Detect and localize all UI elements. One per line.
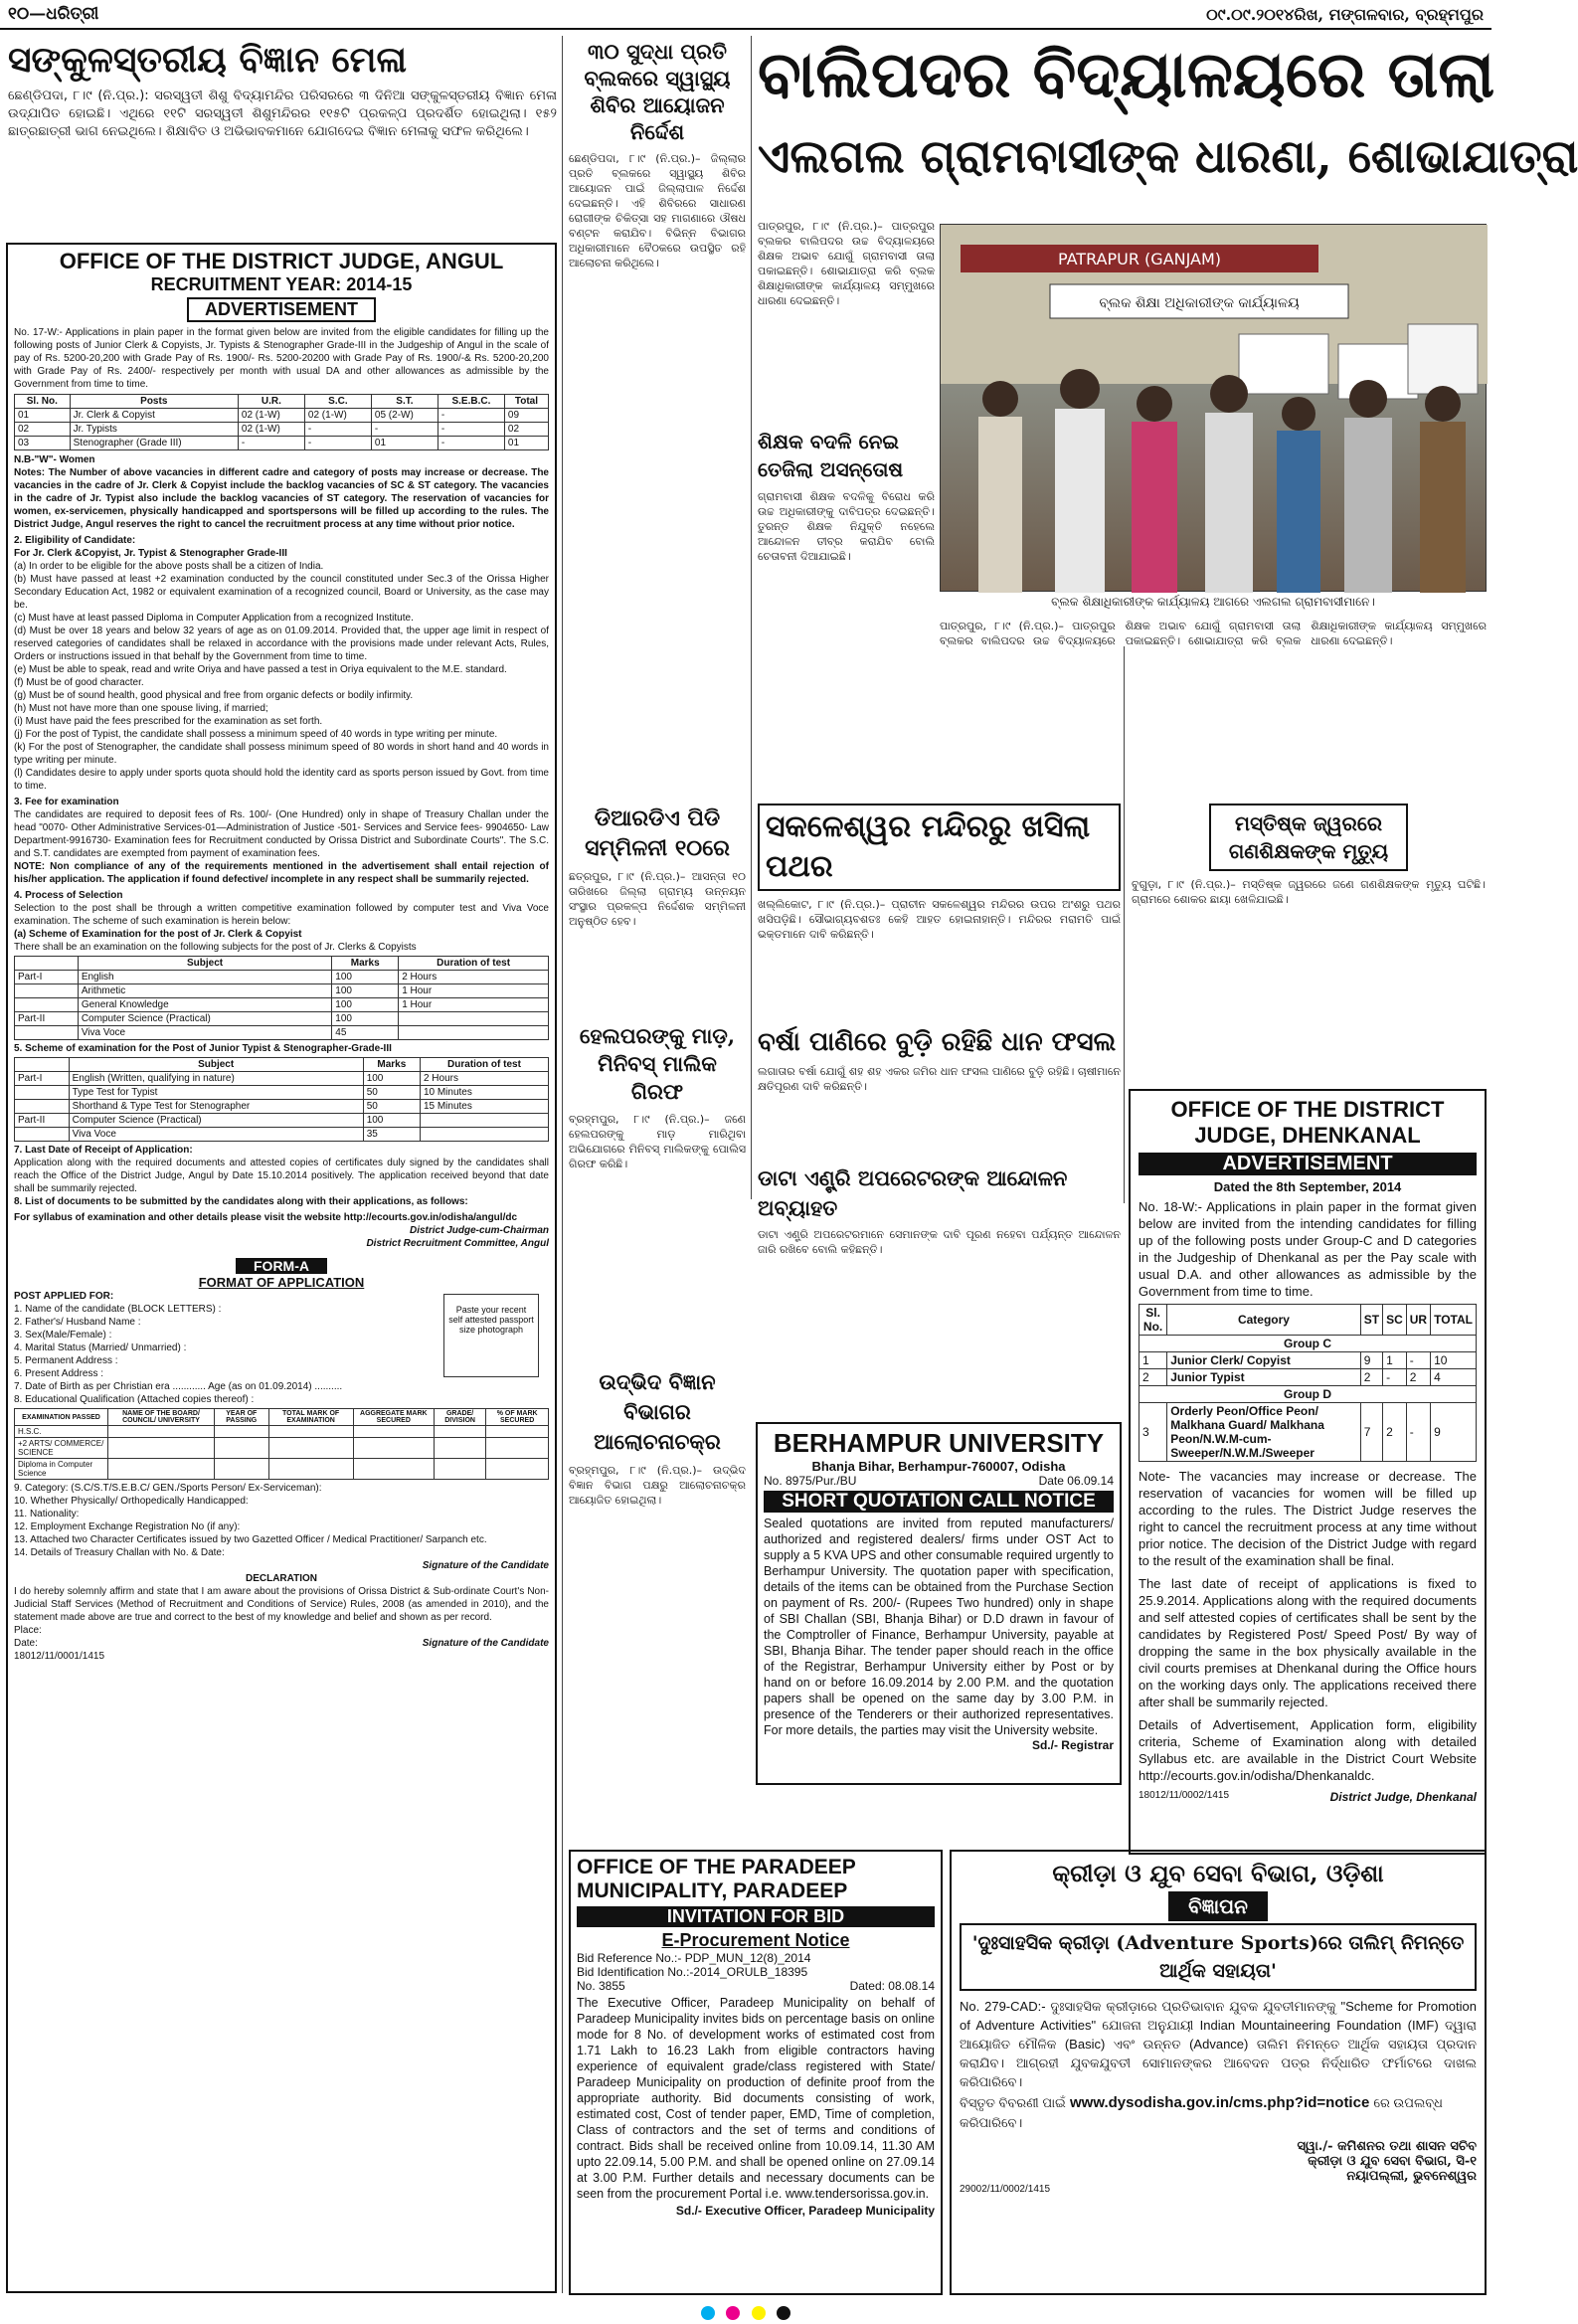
- col-header: Sl. No.: [15, 395, 71, 409]
- ad-dated: Dated the 8th September, 2014: [1213, 1179, 1402, 1194]
- ad-intro: No. 17-W:- Applications in plain paper in the format given below are invited from the eligible candidates for filling up the following posts of Junior Clerk & Copyists, Jr. Typists & Stenographer Grade-III in the Judgeship of Angul in the scale of pay of Rs. 5200-20,200 with Grade Pay of Rs. 1900/- Rs. 5200-20200 with Grade Pay of Rs. 1900/-& Rs. 5200-20,200 with Grade Pay of Rs. 2400/- respectively per month with usual DA and other allowances as admissible by the Government from time to time.: [14, 327, 549, 390]
- table-row: 3 Orderly Peon/Office Peon/ Malkhana Guard/ Malkhana Peon/N.W.M-cum-Sweeper/N.W.M./Sweeper 7 2 - 9: [1140, 1403, 1477, 1462]
- ad-banner: SHORT QUOTATION CALL NOTICE: [764, 1491, 1114, 1513]
- story-paddy: [758, 1024, 1121, 1173]
- table-row: Viva Voce 35: [15, 1128, 549, 1142]
- story-body: ଛେଣ୍ଡିପଦା, ୮।୯ (ନି.ପ୍ର.)– ଜିଲ୍ଲାର ପ୍ରତି ବ୍ଲକରେ ସ୍ୱାସ୍ଥ୍ୟ ଶିବିର ଆୟୋଜନ ପାଇଁ ଜିଲ୍ଲାପାଳ ନିର୍ଦ୍ଦେଶ ଦେଇଛନ୍ତି। ଏହି ଶିବିରରେ ସାଧାରଣ ରୋଗୀଙ୍କ ଚିକିତ୍ସା ସହ ମାଗଣାରେ ଔଷଧ ବଣ୍ଟନ କରାଯିବ। ବିଭିନ୍ନ ବିଭାଗର ଅଧିକାରୀମାନେ ବୈଠକରେ ଉପସ୍ଥିତ ରହି ଆଲୋଚନା କରିଥିଲେ।: [569, 152, 746, 269]
- cyan-dot: [701, 2306, 715, 2320]
- story-body: ବୁଗୁଡ଼ା, ୮।୯ (ନି.ପ୍ର.)– ମସ୍ତିଷ୍କ ଜ୍ୱରରେ ଜଣେ ଗଣଶିକ୍ଷକଙ୍କ ମୃତ୍ୟୁ ଘଟିଛି। ଗ୍ରାମରେ ଶୋକର ଛାୟା ଖେଳିଯାଇଛି।: [1132, 878, 1486, 906]
- ad-title: OFFICE OF THE PARADEEP MUNICIPALITY, PARADEEP: [577, 1856, 856, 1902]
- ad-body: Sealed quotations are invited from reputed manufacturers/ authorized and registered dealers/ firms under OST Act to supply a 5 KVA UPS and other consumable required urgently to Berhampur University. The quotation paper with specification, details of the items can be obtained from the Purchase Section on payment of Rs. 200/- (Rupees Two hundred) only in shape of SBI Challan (SBI, Bhanja Bihar) or D.D drawn in favour of the Comptroller of Finance, Berhampur University, payable at SBI, Bhanja Bihar. The tender paper should reach in the office of the Registrar, Berhampur University either by Post or by hand on or before 16.09.2014 by 2.00 P.M. and the quotation papers shall be opened on the same day by 3.00 P.M. in presence of the Tenderers or their authorized representatives. For more details, the parties may visit the University website.: [764, 1517, 1114, 1737]
- story-botany: [569, 1367, 746, 1810]
- ad-title: OFFICE OF THE DISTRICT JUDGE, DHENKANAL: [1170, 1097, 1445, 1148]
- story-teacher-transfer: [758, 428, 935, 676]
- last-date-title: 7. Last Date of Receipt of Application:: [14, 1145, 193, 1156]
- story-body: ଗ୍ରାମବାସୀ ଶିକ୍ଷକ ବଦଳିକୁ ବିରୋଧ କରି ଉଚ୍ଚ ଅଧିକାରୀଙ୍କୁ ଦାବିପତ୍ର ଦେଇଛନ୍ତି। ତୁରନ୍ତ ଶିକ୍ଷକ ନିଯୁକ୍ତି ନହେଲେ ଆନ୍ଦୋଳନ ତୀବ୍ର କରାଯିବ ବୋଲି ଚେତାବନୀ ଦିଆଯାଇଛି।: [758, 490, 935, 563]
- form-field: 12. Employment Exchange Registration No (if any):: [14, 1521, 241, 1532]
- main-subheadline: ଏଲଗଲ ଗ୍ରାମବାସୀଙ୍କ ଧାରଣା, ଶୋଭାଯାତ୍ରା: [758, 129, 1578, 183]
- story-headline: ସକଳେଶ୍ୱର ମନ୍ଦିରରୁ ଖସିଲା ପଥର: [758, 804, 1121, 891]
- ad-signatory: Sd./- Registrar: [1031, 1738, 1114, 1752]
- table-row: 02 Jr. Typists 02 (1-W) - - - 02: [15, 423, 549, 437]
- table-row: H.S.C.: [15, 1426, 549, 1438]
- dhenkanal-advertisement: [1129, 1089, 1487, 1855]
- table-row: Part-II Computer Science (Practical) 100: [15, 1114, 549, 1128]
- list-item: (f) Must be of good character.: [14, 677, 144, 688]
- main-headline: ବାଲିପଦର ବିଦ୍ୟାଳୟରେ ତାଲା: [758, 38, 1495, 112]
- form-field: 11. Nationality:: [14, 1509, 80, 1520]
- story-temple: [758, 804, 1121, 1027]
- list-item: (d) Must be over 18 years and below 32 years of age as on 01.09.2014. Provided that, the upper age limit in respect of reserved categories of candidates shall be relaxed in accordance with the provisions made under relevant Acts, Rules, Orders or instructions issued in that behalf by the Government from time to time.: [14, 626, 549, 662]
- ad-note: Note- The vacancies may increase or decrease. The reservation of vacancies for women will be filled up according to the rules. The District Judge reserves the right to cancel the recruitment process at any time without prior notice. The decision of the District Judge with regard to the result of the examination shall be final.: [1139, 1469, 1477, 1568]
- col-header: S.E.B.C.: [438, 395, 504, 409]
- story-headline: ବର୍ଷା ପାଣିରେ ବୁଡ଼ି ରହିଛି ଧାନ ଫସଲ: [758, 1027, 1117, 1057]
- paradeep-municipality-advertisement: [569, 1850, 943, 2295]
- list-item: (b) Must have passed at least +2 examination conducted by the council constituted under Sec.3 of the Orissa Higher Secondary Education Act, 1982 or equivalent examination of a recognized council, Board or University, as the case may be.: [14, 574, 549, 611]
- ad-title: କ୍ରୀଡ଼ା ଓ ଯୁବ ସେବା ବିଭାଗ, ଓଡ଼ିଶା: [1052, 1859, 1384, 1887]
- photo-banner-text: PATRAPUR (GANJAM): [1057, 250, 1222, 268]
- post-applied: POST APPLIED FOR:: [14, 1291, 114, 1302]
- fee-text: The candidates are required to deposit fees of Rs. 100/- (One Hundred) only in shape of Treasury Challan under the head "0070- Other Administrative Services-01—Administration of Justice -501- Services and Service fees- 9904650- Law Department-9916730- Examination fees for Recruitment conducted by Orissa District and Subordinate Courts". The S.C. and S.T. candidates are exempted from payment of examination fees.: [14, 809, 549, 859]
- story-body: ବ୍ରହ୍ମପୁର, ୮।୯ (ନି.ପ୍ର.)– ଉଦ୍ଭିଦ ବିଜ୍ଞାନ ବିଭାଗ ପକ୍ଷରୁ ଆଲୋଚନାଚକ୍ର ଆୟୋଜିତ ହୋଇଥିଲା।: [569, 1464, 746, 1507]
- table-row: Type Test for Typist 50 10 Minutes: [15, 1086, 549, 1100]
- table-row: 03 Stenographer (Grade III) - - 01 - 01: [15, 437, 549, 450]
- ad-signatory: District Judge, Dhenkanal: [1329, 1790, 1477, 1804]
- ad-date: Date 06.09.14: [1038, 1474, 1114, 1488]
- education-table: EXAMINATION PASSED NAME OF THE BOARD/ COUNCIL/ UNIVERSITY YEAR OF PASSING TOTAL MARK OF EXAMINATION AGGREGATE MARK SECURED GRADE/ DIVISION % OF MARK SECURED H.S.C. +2 ARTS/ COMMERCE/ SCIENCE Diploma in Computer Science: [14, 1408, 549, 1480]
- story-body: ଖଲ୍ଲିକୋଟ, ୮।୯ (ନି.ପ୍ର.)– ପ୍ରାଚୀନ ସକଳେଶ୍ୱର ମନ୍ଦିରର ଉପର ଅଂଶରୁ ପଥର ଖସିପଡ଼ିଛି। ସୌଭାଗ୍ୟବଶତଃ କେହି ଆହତ ହୋଇନାହାନ୍ତି। ମନ୍ଦିରର ମରାମତି ପାଇଁ ଭକ୍ତମାନେ ଦାବି କରିଛନ୍ତି।: [758, 898, 1121, 941]
- table-row: 1 Junior Clerk/ Copyist 9 1 - 10: [1140, 1352, 1477, 1369]
- website-pre: ବିସ୍ତୃତ ବିବରଣୀ ପାଇଁ: [960, 2095, 1066, 2110]
- col-header: Posts: [70, 395, 238, 409]
- story-body: ଛତ୍ରପୁର, ୮।୯ (ନି.ପ୍ର.)– ଆସନ୍ତା ୧୦ ତାରିଖରେ ଜିଲ୍ଲା ଗ୍ରାମ୍ୟ ଉନ୍ନୟନ ସଂସ୍ଥାର ପ୍ରକଳ୍ପ ନିର୍ଦ୍ଦେଶକ ସମ୍ମିଳନୀ ଅନୁଷ୍ଠିତ ହେବ।: [569, 870, 746, 928]
- form-field: 9. Category: (S.C/S.T/S.E.B.C/ GEN./Sports Person/ Ex-Serviceman):: [14, 1483, 322, 1494]
- ad-banner: INVITATION FOR BID: [577, 1906, 935, 1927]
- ad-nb: N.B-"W"- Women: [14, 454, 95, 465]
- ad-signatory-place: ନୟାପଲ୍ଲୀ, ଭୁବନେଶ୍ୱର: [1346, 2169, 1477, 2184]
- last-date-text: Application along with the required documents and attested copies of certificates duly signed by the candidates shall reach the Office of the District Judge, Angul by Date 15.10.2014 positively. The application received beyond that date shall be summarily rejected.: [14, 1158, 549, 1194]
- ad-headline: 'ଦୁଃସାହସିକ କ୍ରୀଡ଼ା (Adventure Sports)ରେ ତାଲିମ୍ ନିମନ୍ତେ ଆର୍ଥିକ ସହାୟତା': [960, 1923, 1477, 1991]
- form-field: 4. Marital Status (Married/ Unmarried) :: [14, 1342, 187, 1353]
- table-row: +2 ARTS/ COMMERCE/ SCIENCE: [15, 1438, 549, 1459]
- ad-para: The last date of receipt of applications is fixed to 25.9.2014. Applications along with the required documents and self attested copies of certificates shall be sent by the candidates by Registered Post/ Speed Post/ By way of dropping the same in the box physically available in the civil courts premises at Dhenkanal during the Office hours on the working days only. The applications received there after shall be summarily rejected.: [1139, 1576, 1477, 1709]
- ad-address: Bhanja Bihar, Berhampur-760007, Odisha: [811, 1459, 1066, 1474]
- note-text: NOTE: Non compliance of any of the requirements mentioned in the advertisement shall entail rejection of his/her application. The application if found defective/ incomplete in any respect shall be summarily rejected.: [14, 861, 549, 885]
- form-title: FORM-A: [236, 1258, 327, 1274]
- list-item: (j) For the post of Typist, the candidate shall possess a minimum speed of 40 words in type writing per minute.: [14, 729, 498, 740]
- list-item: (i) Must have paid the fees prescribed for the examination as set forth.: [14, 716, 323, 727]
- list-item: (h) Must not have more than one spouse living, if married;: [14, 703, 268, 714]
- photo-caption: ବ୍ଲକ ଶିକ୍ଷାଧିକାରୀଙ୍କ କାର୍ଯ୍ୟାଳୟ ଆଗରେ ଏଲଗଲ ଗ୍ରାମବାସୀମାନେ।: [1051, 595, 1375, 609]
- eligibility-title: 2. Eligibility of Candidate:: [14, 535, 136, 546]
- page-folio: ୧୦—ଧରିତ୍ରୀ: [8, 4, 99, 24]
- form-field: 6. Present Address :: [14, 1368, 104, 1379]
- ad-signatory: Sd./- Executive Officer, Paradeep Municipality: [675, 2204, 935, 2218]
- story-headline: ଡାଟା ଏଣ୍ଟ୍ରି ଅପରେଟରଙ୍କ ଆନ୍ଦୋଳନ ଅବ୍ୟାହତ: [758, 1165, 1068, 1220]
- main-story-continuation: ପାତ୍ରପୁର, ୮।୯ (ନି.ପ୍ର.)– ପାତ୍ରପୁର ବ୍ଲକର ବାଲିପଦର ଉଚ୍ଚ ବିଦ୍ୟାଳୟରେ ଶିକ୍ଷକ ଅଭାବ ଯୋଗୁଁ ଗ୍ରାମବାସୀ ତାଲା ପକାଇଛନ୍ତି। ଶୋଭାଯାତ୍ରା କରି ବ୍ଲକ ଶିକ୍ଷାଧିକାରୀଙ୍କ କାର୍ଯ୍ୟାଳୟ ସମ୍ମୁଖରେ ଧାରଣା ଦେଇଛନ୍ତି।: [940, 620, 1487, 647]
- table-row: Arithmetic 100 1 Hour: [15, 984, 549, 998]
- selection-text: Selection to the post shall be through a written competitive examination followed by computer test and Viva Voce examination. The scheme of such examination is herein below:: [14, 903, 549, 927]
- selection-title: 4. Process of Selection: [14, 890, 123, 901]
- sports-department-advertisement: [950, 1850, 1487, 2295]
- story-headline: ହେଲପରଙ୍କୁ ମାଡ଼, ମିନିବସ୍ ମାଲିକ ଗିରଫ: [579, 1023, 736, 1104]
- story-headline: ୩୦ ସୁଦ୍ଧା ପ୍ରତି ବ୍ଲକରେ ସ୍ୱାସ୍ଥ୍ୟ ଶିବିର ଆୟୋଜନ ନିର୍ଦ୍ଦେଶ: [584, 39, 731, 144]
- story-headline: ସଙ୍କୁଳସ୍ତରୀୟ ବିଜ୍ଞାନ ମେଳା: [8, 39, 408, 81]
- table-row: Part-II Computer Science (Practical) 100: [15, 1012, 549, 1026]
- form-field: 8. Educational Qualification (Attached copies thereof) :: [14, 1394, 255, 1405]
- ad-label: ADVERTISEMENT: [1139, 1153, 1477, 1175]
- docs-title: 8. List of documents to be submitted by the candidates along with their applications, as follows:: [14, 1196, 468, 1207]
- berhampur-university-advertisement: [756, 1422, 1122, 1785]
- col-header: Total: [504, 395, 548, 409]
- story-body: ଲଗାତାର ବର୍ଷା ଯୋଗୁଁ ଶହ ଶହ ଏକର ଜମିର ଧାନ ଫସଲ ପାଣିରେ ବୁଡ଼ି ରହିଛି। ଚାଷୀମାନେ କ୍ଷତିପୂରଣ ଦାବି କରିଛନ୍ତି।: [758, 1065, 1121, 1093]
- col-header: S.C.: [304, 395, 371, 409]
- story-drda: [569, 804, 746, 1012]
- signature-label: Signature of the Candidate: [422, 1560, 549, 1571]
- declaration-text: I do hereby solemnly affirm and state that I am aware about the provisions of Orissa District & Sub-ordinate Court's Non-Judicial Staff Services (Method of Recruitment and Conditions of Service) Rules, 2008 (as amended in 2010), and the statement made above are true and correct to the best of my knowledge and belief and shown as per record.: [14, 1586, 549, 1623]
- exam-table-typist: Subject Marks Duration of test Part-I English (Written, qualifying in nature) 100 2 Hours Type Test for Typist 50 10 Minutes Shorthand & Type Test for Stenographer 50 15 Minutes Part-II Computer Science (Practical) 100 Viva Voce 35: [14, 1057, 549, 1142]
- ad-ref: 18012/11/0002/1415: [1139, 1790, 1230, 1801]
- ad-subtitle: E-Procurement Notice: [661, 1930, 850, 1950]
- black-dot: [777, 2306, 790, 2320]
- story-minibus: [569, 1022, 746, 1341]
- date-label: Date:: [14, 1638, 38, 1649]
- ad-label: ବିଜ୍ଞାପନ: [1168, 1891, 1268, 1921]
- ad-body: No. 279-CAD:- ଦୁଃସାହସିକ କ୍ରୀଡ଼ାରେ ପ୍ରତିଭାବାନ ଯୁବକ ଯୁବତୀମାନଙ୍କୁ "Scheme for Promotion of Adventure Activities" ଯୋଜନା ଅନୁଯାୟୀ Indian Mountaineering Foundation (IMF) ଦ୍ୱାରା ଆୟୋଜିତ ମୌଳିକ (Basic) ଏବଂ ଉନ୍ନତ (Advance) ତାଲିମ ନିମନ୍ତେ ଆର୍ଥିକ ସହାୟତା ପ୍ରଦାନ କରାଯିବ। ଆଗ୍ରହୀ ଯୁବକଯୁବତୀ ସୋମାନଙ୍କର ଆବେଦନ ପତ୍ର ନିର୍ଦ୍ଧାରିତ ଫର୍ମାଟରେ ଦାଖଲ କରିପାରିବେ।: [960, 1999, 1477, 2089]
- form-subtitle: FORMAT OF APPLICATION: [198, 1275, 365, 1290]
- signature-label: Signature of the Candidate: [422, 1638, 549, 1649]
- scheme-a-title: (a) Scheme of Examination for the post of Jr. Clerk & Copyist: [14, 929, 302, 940]
- form-field: 2. Father's/ Husband Name :: [14, 1317, 141, 1328]
- ad-notes: Notes: The Number of above vacancies in different cadre and category of posts may increase or decrease. The vacancies in the cadre of Jr. Clerk & Copyist include the backlog vacancies of SC & ST category. The vacancies in the cadre of Jr. Typist also include the backlog vacancies of ST category. The reservation of vacancies for women, ex-servicemen, physically handicapped and sportspersons will be filled up according to the rules. The District Judge, Angul reserves the right to cancel the recruitment process at any time without prior notice.: [14, 467, 549, 530]
- ad-ref: 18012/11/0001/1415: [14, 1651, 105, 1662]
- story-science-fair: [8, 38, 557, 195]
- table-row: Part-I English (Written, qualifying in nature) 100 2 Hours: [15, 1072, 549, 1086]
- dhenkanal-vacancy-table: Sl. No. Category ST SC UR TOTAL Group C 1 Junior Clerk/ Copyist 9 1 - 10 2 Junior Typist 2 - 2 4 Group D 3 Orderly Peon/Office Peon/ Malkhana Guard/ Malkhana Peon/N.W.M-cum-Sweeper/N.W.M./Sweeper 7 2 - 9: [1139, 1304, 1477, 1462]
- form-field: 1. Name of the candidate (BLOCK LETTERS) :: [14, 1304, 222, 1315]
- list-item: (a) In order to be eligible for the above posts shall be a citizen of India.: [14, 561, 324, 572]
- bid-id: Bid Identification No.:-2014_ORULB_18395: [577, 1965, 808, 1979]
- story-body: ଛେଣ୍ଡିପଦା, ୮।୯ (ନି.ପ୍ର.): ସରସ୍ୱତୀ ଶିଶୁ ବିଦ୍ୟାମନ୍ଦିର ପରିସରରେ ୩ ଦିନିଆ ସଙ୍କୁଳସ୍ତରୀୟ ବିଜ୍ଞାନ ମେଳା ଉଦ୍‌ଯାପିତ ହୋଇଛି। ଏଥିରେ ୧୧ଟି ସରସ୍ୱତୀ ଶିଶୁମନ୍ଦିରର ୧୧୫ଟି ପ୍ରକଳ୍ପ ପ୍ରଦର୍ଶିତ ହୋଇଥିଲା। ୧୫୨ ଛାତ୍ରଛାତ୍ରୀ ଭାଗ ନେଇଥିଲେ। ଶିକ୍ଷାବିତ ଓ ଅଭିଭାବକମାନେ ଯୋଗଦେଇ ବିଜ୍ଞାନ ମେଳାକୁ ସଫଳ କରିଥିଲେ।: [8, 89, 557, 139]
- vacancy-table: [14, 394, 549, 450]
- col-header: U.R.: [238, 395, 304, 409]
- form-field: 13. Attached two Character Certificates issued by two Gazetted Officer / Medical Practitioner/ Sarpanch etc.: [14, 1534, 487, 1545]
- main-story-body: [758, 219, 935, 418]
- declaration-title: DECLARATION: [245, 1573, 318, 1584]
- ad-signatory-dept: କ୍ରୀଡ଼ା ଓ ଯୁବ ସେବା ବିଭାଗ, ସି-୧: [1308, 2154, 1477, 2169]
- story-health-camp: [569, 38, 746, 799]
- story-body: ବ୍ରହ୍ମପୁର, ୮।୯ (ନି.ପ୍ର.)– ଜଣେ ହେଲପରଙ୍କୁ ମାଡ଼ ମାରିଥିବା ଅଭିଯୋଗରେ ମିନିବସ୍ ମାଲିକଙ୍କୁ ପୋଲିସ ଗିରଫ କରିଛି।: [569, 1113, 746, 1170]
- ad-para: Details of Advertisement, Application form, eligibility criteria, Scheme of Examination along with detailed Syllabus etc. are available in the District Court Website http://ecourts.gov.in/odisha/Dhenkanaldc.: [1139, 1717, 1477, 1783]
- ad-ref-no: No. 8975/Pur./BU: [764, 1474, 857, 1488]
- ad-title: BERHAMPUR UNIVERSITY: [773, 1428, 1105, 1458]
- fee-title: 3. Fee for examination: [14, 797, 119, 807]
- protest-illustration: [941, 225, 1488, 593]
- ad-website: For syllabus of examination and other details please visit the website http://ecourts.gov.in/odisha/angul/dc: [14, 1212, 518, 1223]
- table-row: Viva Voce 45: [15, 1026, 549, 1040]
- ad-ref: 29002/11/0002/1415: [960, 2184, 1051, 2195]
- ad-subtitle: RECRUITMENT YEAR: 2014-15: [150, 274, 413, 294]
- story-headline: ଡିଆରଡିଏ ପିଡି ସମ୍ମିଳନୀ ୧୦ରେ: [585, 805, 730, 861]
- conditions-list: [14, 560, 549, 793]
- story-headline: ମସ୍ତିଷ୍କ ଜ୍ୱରରେ ଗଣଶିକ୍ଷକଙ୍କ ମୃତ୍ୟୁ: [1209, 804, 1408, 871]
- story-teacher-death: [1132, 804, 1486, 1002]
- story-headline: ଉଦ୍ଭିଦ ବିଜ୍ଞାନ ବିଭାଗର ଆଲୋଚନାଚକ୍ର: [594, 1369, 721, 1454]
- ad-website-link[interactable]: www.dysodisha.gov.in/cms.php?id=notice: [1070, 2094, 1370, 2111]
- ad-label: ADVERTISEMENT: [187, 297, 376, 322]
- ad-body: The Executive Officer, Paradeep Municipality on behalf of Paradeep Municipality invites bids on percentage basis on online mode for 8 No. of development works of estimated cost from 1.71 Lakh to 16.23 Lakh from eligible contractors having experience of equivalent grade/class registered with State/ Paradeep Municipality on production of definite proof from the appropriate authority. Bid documents consisting of work, estimated cost, Cost of tender paper, EMD, Time of completion, Class of contractors and the set of terms and conditions of contract. Bids shall be received online from 10.09.14, 11.30 AM upto 22.09.14, 5.00 P.M. and shall be opened online on 27.09.14 at 3.00 P.M. Further details and necessary documents can be seen from the procurement Portal i.e. www.tendersorissa.gov.in.: [577, 1996, 935, 2201]
- eligibility-sub: For Jr. Clerk &Copyist, Jr. Typist & Stenographer Grade-III: [14, 548, 287, 559]
- ad-title: OFFICE OF THE DISTRICT JUDGE, ANGUL: [59, 249, 504, 273]
- form-field: 10. Whether Physically/ Orthopedically Handicapped:: [14, 1496, 249, 1507]
- table-row: General Knowledge 100 1 Hour: [15, 998, 549, 1012]
- exam-table-clerk: Subject Marks Duration of test Part-I English 100 2 Hours Arithmetic 100 1 Hour General Knowledge 100 1 Hour Part-II Computer Science (Practical) 100 Viva Voce 45: [14, 956, 549, 1040]
- table-row: 2 Junior Typist 2 - 2 4: [1140, 1369, 1477, 1386]
- photo-box: Paste your recent self attested passport size photograph: [443, 1294, 539, 1377]
- story-body: ଡାଟା ଏଣ୍ଟ୍ରି ଅପରେଟରମାନେ ସେମାନଙ୍କ ଦାବି ପୂରଣ ନହେବା ପର୍ଯ୍ୟନ୍ତ ଆନ୍ଦୋଳନ ଜାରି ରଖିବେ ବୋଲି କହିଛନ୍ତି।: [758, 1228, 1121, 1256]
- story-headline: ଶିକ୍ଷକ ବଦଳି ନେଇ ତେଜିଲା ଅସନ୍ତୋଷ: [758, 430, 904, 481]
- website-post: ରେ ଉପଲବ୍ଧ କରିପାରିବେ।: [960, 2095, 1443, 2130]
- story-body: ପାତ୍ରପୁର, ୮।୯ (ନି.ପ୍ର.)– ପାତ୍ରପୁର ବ୍ଲକର ବାଲିପଦର ଉଚ୍ଚ ବିଦ୍ୟାଳୟରେ ଶିକ୍ଷକ ଅଭାବ ଯୋଗୁଁ ଗ୍ରାମବାସୀ ତାଲା ପକାଇଛନ୍ତି। ଶୋଭାଯାତ୍ରା କରି ବ୍ଲକ ଶିକ୍ଷାଧିକାରୀଙ୍କ କାର୍ଯ୍ୟାଳୟ ସମ୍ମୁଖରେ ଧାରଣା ଦେଇଛନ୍ତି।: [758, 220, 935, 307]
- ad-signatory: ସ୍ୱା./- କମିଶନର ତଥା ଶାସନ ସଚିବ: [1297, 2139, 1477, 2154]
- group-label: Group C: [1140, 1336, 1477, 1352]
- table-row: Diploma in Computer Science: [15, 1459, 549, 1480]
- list-item: (c) Must have at least passed Diploma in Computer Application from a recognized Institute.: [14, 613, 414, 624]
- ad-dated: Dated: 08.08.14: [849, 1979, 935, 1993]
- page-dateline: ୦୯.୦୯.୨୦୧୪ରିଖ, ମଙ୍ଗଳବାର, ବ୍ରହ୍ମପୁର: [1206, 5, 1484, 24]
- magenta-dot: [726, 2306, 740, 2320]
- bid-ref: Bid Reference No.:- PDP_MUN_12(8)_2014: [577, 1951, 811, 1965]
- list-item: (e) Must be able to speak, read and write Oriya and have passed a test in Oriya equivalent to the M.E. standard.: [14, 664, 507, 675]
- table-row: Part-I English 100 2 Hours: [15, 971, 549, 984]
- ad-no: No. 3855: [577, 1979, 625, 1993]
- table-row: Shorthand & Type Test for Stenographer 50 15 Minutes: [15, 1100, 549, 1114]
- photo-sign-text: ବ୍ଲକ ଶିକ୍ଷା ଅଧିକାରୀଙ୍କ କାର୍ଯ୍ୟାଳୟ: [1099, 295, 1300, 311]
- table-row: 01 Jr. Clerk & Copyist 02 (1-W) 02 (1-W) 05 (2-W) - 09: [15, 409, 549, 423]
- form-field: 3. Sex(Male/Female) :: [14, 1330, 112, 1341]
- list-item: (g) Must be of sound health, good physical and free from organic defects or bodily infirmity.: [14, 690, 414, 701]
- place-label: Place:: [14, 1625, 42, 1636]
- col-header: S.T.: [371, 395, 438, 409]
- yellow-dot: [752, 2306, 766, 2320]
- ad-signatory: District Judge-cum-Chairman: [409, 1225, 549, 1236]
- list-item: (l) Candidates desire to apply under sports quota should hold the identity card as sports person issued by Govt. from time to time.: [14, 768, 549, 792]
- form-field: 14. Details of Treasury Challan with No. & Date:: [14, 1547, 225, 1558]
- scheme-a-sub: There shall be an examination on the following subjects for the post of Jr. Clerks & Copyists: [14, 942, 417, 953]
- ad-signatory-org: District Recruitment Committee, Angul: [366, 1238, 549, 1249]
- angul-advertisement: [6, 243, 557, 2293]
- form-field: 7. Date of Birth as per Christian era ............ Age (as on 01.09.2014) ..........: [14, 1381, 343, 1392]
- list-item: (k) For the post of Stenographer, the candidate shall possess minimum speed of 80 words in short hand and 40 words in type writing per minute.: [14, 742, 549, 766]
- scheme-b-title: 5. Scheme of examination for the Post of Junior Typist & Stenographer-Grade-III: [14, 1043, 392, 1054]
- form-field: 5. Permanent Address :: [14, 1355, 118, 1366]
- masthead: [0, 0, 1491, 30]
- ad-intro: No. 18-W:- Applications in plain paper in the format given below are invited from the intending candidates for filling up of the following posts under Group-C and D categories in the Judgeship of Dhenkanal as per the Pay scale with usual D.A. and other allowances as admissible by the Government from time to time.: [1139, 1199, 1477, 1299]
- group-label: Group D: [1140, 1386, 1477, 1403]
- protest-photo: [940, 224, 1487, 592]
- print-registration-marks: [0, 2305, 1491, 2324]
- story-data-entry: [758, 1163, 1121, 1422]
